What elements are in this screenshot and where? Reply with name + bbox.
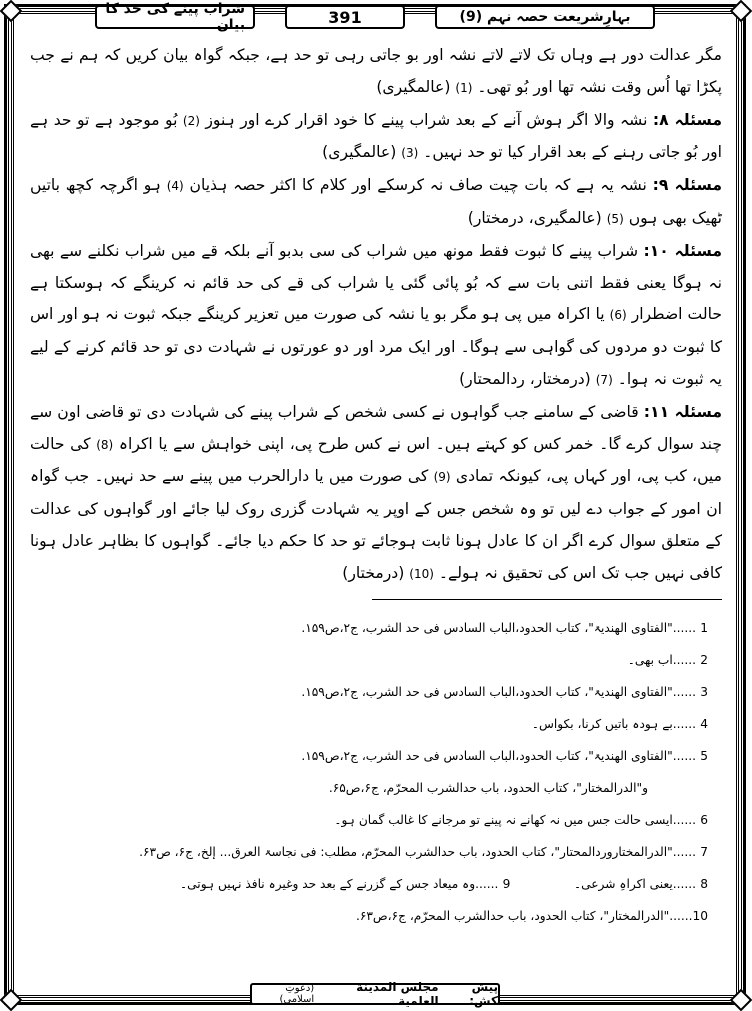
- source-citation: (عالمگیری): [376, 77, 451, 96]
- footnote-text: ایسی حالت جس میں نہ کھانے نہ پینے تو مرجانے کا غالب گمان ہو۔: [334, 813, 673, 827]
- footnote: 4......بے ہودہ باتیں کرنا، بکواس۔: [40, 708, 708, 740]
- paragraph: [30, 397, 722, 591]
- footnotes: [40, 612, 708, 932]
- footnote-text: "الفتاوی الھندیۃ"، کتاب الحدود،الباب السادس فی حد الشرب، ج۲،ص۱۵۹.: [301, 685, 673, 699]
- paragraph-text: قاضی کے سامنے جب گواہوں نے کسی شخص کے شراب پینے کی شہادت دی تو قاضی اون سے چند سوال کرے گا۔ خمر کس کو کہتے ہیں۔ اس نے کس طرح پی، اپنی خواہش سے یا اکراہ: [30, 402, 722, 453]
- paragraph-text: یا اکراہ میں پی ہو مگر بو یا نشہ کی صورت میں تعزیر کرینگے جبکہ ثبوت نہ ہو اور اس کا ثبوت دو مردوں کی گواہی سے ہوگا۔ اور ایک مرد اور دو عورتوں نے شہادت دی تو حد قائم کرنے کے لیے یہ ثبوت نہ ہوا۔: [30, 305, 722, 388]
- footnote-text: و"الدرالمختار"، کتاب الحدود، باب حدالشرب المحرّم، ج۶،ص۶۵.: [328, 781, 648, 795]
- footnote-ref: (8): [96, 437, 114, 452]
- paragraph-text: بُو موجود ہے تو حد ہے اور بُو جاتی رہنے کے بعد اقرار کیا تو حد نہیں۔: [30, 110, 722, 162]
- paragraph: [30, 40, 722, 105]
- footnote: [40, 772, 708, 804]
- publisher-sub: (دعوتِ اسلامی): [279, 983, 315, 1005]
- footnote: 6......ایسی حالت جس میں نہ کھانے نہ پینے تو مرجانے کا غالب گمان ہو۔: [40, 804, 708, 836]
- footnote-ref: (9): [433, 470, 451, 485]
- footnote-number: 6: [700, 813, 708, 827]
- source-citation: (عالمگیری، درمختار): [467, 208, 602, 227]
- footnote-number: 4: [700, 717, 708, 731]
- footnote: 8......یعنی اکراہِ شرعی۔ 9......وہ میعاد جس کے گزرنے کے بعد حد وغیرہ نافذ نہیں ہوتی۔: [40, 868, 708, 900]
- footnote-number: 1: [700, 621, 708, 635]
- paragraph-text: مگر عدالت دور ہے وہاں تک لاتے لاتے نشہ اور بو جاتی رہی تو حد ہے، جبکہ گواہ بیان کریں کہ ہم نے جب پکڑا تھا اُس وقت نشہ تھا اور بُو تھی۔: [30, 46, 722, 96]
- footnote-ref: (1): [455, 80, 473, 95]
- source-citation: (عالمگیری): [322, 143, 397, 162]
- footnote: 10......"الدرالمختار"، کتاب الحدود، باب حدالشرب المحرّم، ج۶،ص۶۳.: [40, 900, 708, 932]
- paragraph-text: ہو اگرچہ کچھ باتیں ٹھیک بھی ہوں: [30, 176, 722, 227]
- footnote: 3......"الفتاوی الھندیۃ"، کتاب الحدود،الباب السادس فی حد الشرب، ج۲،ص۱۵۹.: [40, 676, 708, 708]
- footnote: 2......اب بھی۔: [40, 644, 708, 676]
- footnote-text: یعنی اکراہِ شرعی۔: [573, 877, 673, 891]
- paragraph: [30, 236, 722, 397]
- footnote-ref: (2): [182, 113, 200, 128]
- footnote-number: 8: [700, 877, 708, 891]
- footer-prefix: پیش کش:: [469, 980, 498, 1008]
- footnote-number: 9: [502, 877, 511, 891]
- footnote-number: 3: [700, 685, 708, 699]
- source-citation: (درمختار، ردالمحتار): [459, 369, 591, 388]
- footnote: 7......"الدرالمختاروردالمحتار"، کتاب الحدود، باب حدالشرب المحرّم، مطلب: فی نجاسۃ العرق... إلخ، ج۶، ص۶۳.: [40, 836, 708, 868]
- footnote-text: وہ میعاد جس کے گزرنے کے بعد حد وغیرہ نافذ نہیں ہوتی۔: [180, 877, 476, 891]
- footnote-number: 2: [700, 653, 708, 667]
- main-text: [30, 40, 722, 591]
- book-title: بہارِشریعت حصہ نہم (9): [435, 5, 655, 29]
- paragraph-text: نشہ یہ ہے کہ بات چیت صاف نہ کرسکے اور کلام کا اکثر حصہ ہذیان: [189, 176, 647, 195]
- page-number: 391: [285, 5, 405, 29]
- footnote-text: "الفتاوی الھندیۃ"، کتاب الحدود،الباب السادس فی حد الشرب، ج۲،ص۱۵۹.: [301, 749, 673, 763]
- footnote-number: 5: [700, 749, 708, 763]
- footnote-text: بے ہودہ باتیں کرنا، بکواس۔: [531, 717, 673, 731]
- footnote-text: اب بھی۔: [627, 653, 673, 667]
- source-citation: (درمختار): [342, 563, 405, 582]
- masala-label: مسئلہ ۱۰:: [643, 241, 722, 260]
- page-header: [95, 2, 655, 32]
- footnote-text: "الفتاوی الھندیۃ"، کتاب الحدود،الباب السادس فی حد الشرب، ج۲،ص۱۵۹.: [301, 621, 673, 635]
- masala-label: مسئلہ ۸:: [652, 110, 722, 129]
- footnote-number: 7: [700, 845, 708, 859]
- footnote-divider: [372, 599, 722, 600]
- paragraph-text: کی صورت میں یا دارالحرب میں پینے سے حد نہیں۔ جب گواہ ان امور کے جواب دے لیں تو وہ شخص جس کے اوپر یہ شہادت گزری روک لیا جائے اور گواہوں کی عدالت کے متعلق سوال کرے اگر ان کا عادل ہونا ثابت ہوجائے تو حد کا حکم دیا جائے۔ گواہوں کا بظاہر عادل ہونا کافی نہیں جب تک اس کی تحقیق نہ ہولے۔: [30, 467, 722, 582]
- section-title: شراب پینے کی حد کا بیان: [95, 5, 255, 29]
- footnote-ref: (3): [401, 146, 419, 161]
- footnote-ref: (5): [606, 211, 624, 226]
- footnote-ref: (7): [595, 372, 613, 387]
- footnote: 1......"الفتاوی الھندیۃ"، کتاب الحدود،الباب السادس فی حد الشرب، ج۲،ص۱۵۹.: [40, 612, 708, 644]
- paragraph-text: نشہ والا اگر ہوش آنے کے بعد شراب پینے کا خود اقرار کرے اور ہنوز: [205, 110, 648, 129]
- publisher-name: مجلس المدينة العلمية: [356, 980, 439, 1008]
- paragraph: [30, 105, 722, 171]
- publisher-footer: [250, 980, 500, 1008]
- masala-label: مسئلہ ۱۱:: [643, 402, 722, 421]
- footnote-ref: (4): [166, 179, 184, 194]
- paragraph-text: شراب پینے کا ثبوت فقط مونھ میں شراب کی سی بدبو آنے بلکہ قے میں شراب نکلنے سے بھی نہ ہوگا یعنی فقط اتنی بات سے کہ بُو پائی گئی یا شراب کی قے کی حد قائم نہ کرینگے کہ ہوسکتا ہے حالت اضطرار: [30, 241, 722, 324]
- footnote-ref: (10): [409, 566, 434, 581]
- footnote-ref: (6): [609, 308, 627, 323]
- paragraph: [30, 170, 722, 236]
- masala-label: مسئلہ ۹:: [652, 176, 722, 195]
- footnote-number: 10: [692, 909, 708, 923]
- footnote-text: "الدرالمختار"، کتاب الحدود، باب حدالشرب المحرّم، ج۶،ص۶۳.: [355, 909, 670, 923]
- footnote-text: "الدرالمختاروردالمحتار"، کتاب الحدود، باب حدالشرب المحرّم، مطلب: فی نجاسۃ العرق... إلخ، ج۶، ص۶۳.: [139, 845, 673, 859]
- footnote: 5......"الفتاوی الھندیۃ"، کتاب الحدود،الباب السادس فی حد الشرب، ج۲،ص۱۵۹.: [40, 740, 708, 772]
- paragraph-text: کی حالت میں، کب پی، اور کہاں پی، کیونکہ تمادی: [30, 434, 722, 486]
